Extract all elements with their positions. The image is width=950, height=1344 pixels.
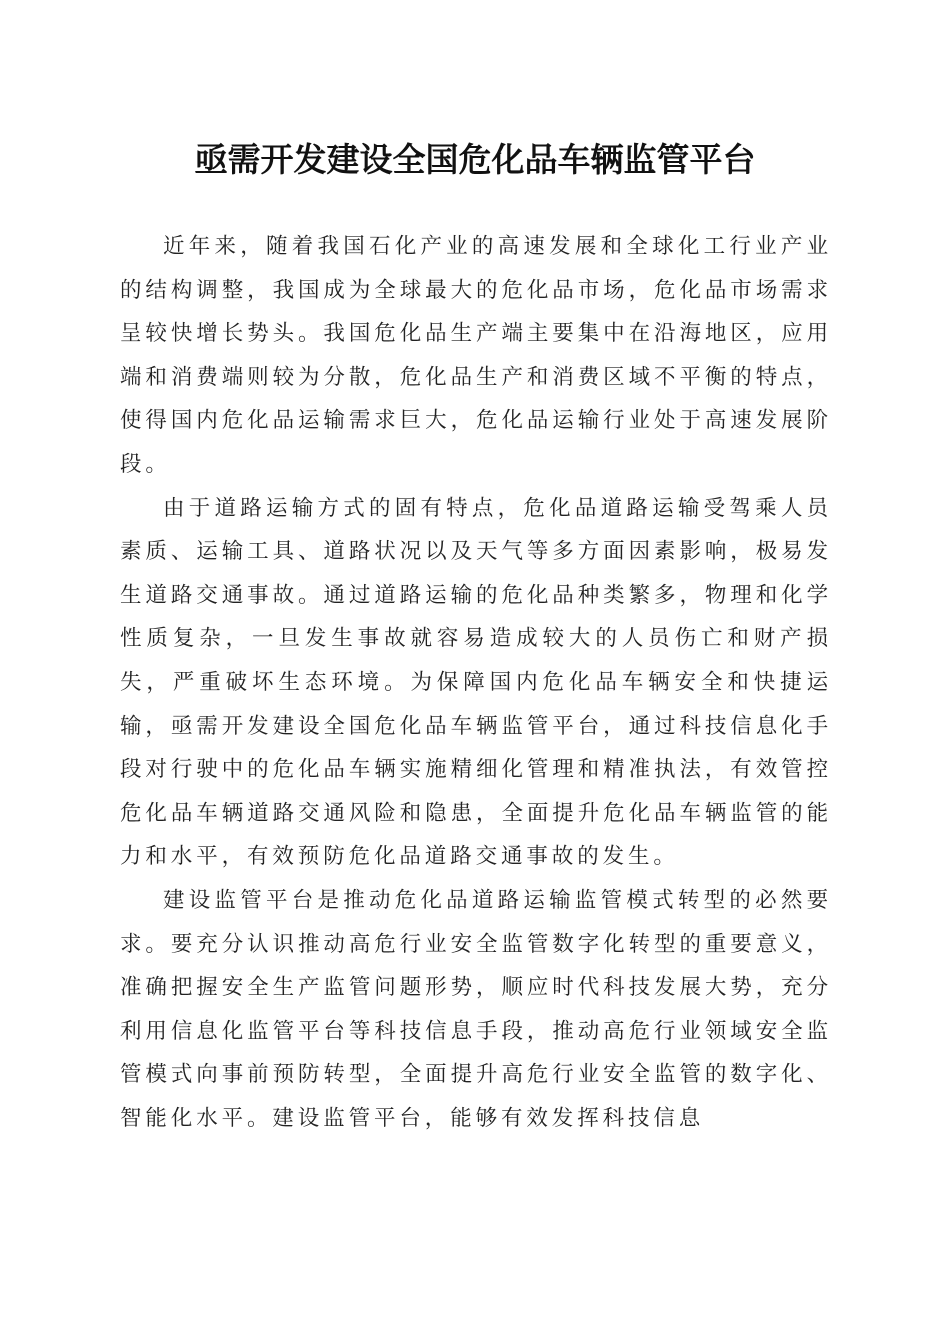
document-title: 亟需开发建设全国危化品车辆监管平台 xyxy=(194,140,756,179)
paragraph-2: 由于道路运输方式的固有特点，危化品道路运输受驾乘人员素质、运输工具、道路状况以及天气等多方面因素影响，极易发生道路交通事故。通过道路运输的危化品种类繁多，物理和化学性质复杂，一旦发生事故就容易造成较大的人员伤亡和财产损失，严重破坏生态环境。为保障国内危化品车辆安全和快捷运输，亟需开发建设全国危化品车辆监管平台，通过科技信息化手段对行驶中的危化品车辆实施精细化管理和精准执法，有效管控危化品车辆道路交通风险和隐患，全面提升危化品车辆监管的能力和水平，有效预防危化品道路交通事故的发生。 xyxy=(120,495,832,870)
paragraph-1: 近年来，随着我国石化产业的高速发展和全球化工行业产业的结构调整，我国成为全球最大的危化品市场，危化品市场需求呈较快增长势头。我国危化品生产端主要集中在沿海地区，应用端和消费端则较为分散，危化品生产和消费区域不平衡的特点，使得国内危化品运输需求巨大，危化品运输行业处于高速发展阶段。 xyxy=(120,234,832,477)
paragraph-3: 建设监管平台是推动危化品道路运输监管模式转型的必然要求。要充分认识推动高危行业安全监管数字化转型的重要意义，准确把握安全生产监管问题形势，顺应时代科技发展大势，充分利用信息化监管平台等科技信息手段，推动高危行业领域安全监管模式向事前预防转型，全面提升高危行业安全监管的数字化、智能化水平。建设监管平台，能够有效发挥科技信息 xyxy=(120,887,832,1131)
document-body xyxy=(120,225,832,1140)
